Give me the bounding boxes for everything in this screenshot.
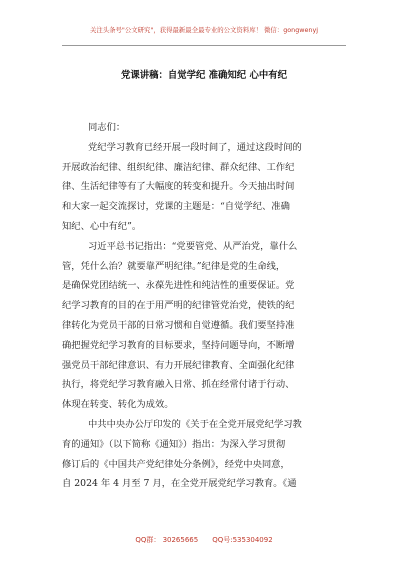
paragraph-line: 纪学习教育的目的在于用严明的纪律管党治党，使铁的纪	[62, 300, 295, 312]
paragraph-line: 律转化为党员干部的日常习惯和自觉遵循。我们要坚持准	[62, 319, 295, 331]
paragraph-line: 律、生活纪律等有了大幅度的转变和提升。今天抽出时间	[62, 181, 295, 193]
footer-contact: QQ群： 30265665 QQ号:535304092	[135, 536, 273, 544]
header-banner: 关注头条号"公文研究"，获得最新最全最专业的公文资料库！ 微信：gongwenyj	[89, 26, 319, 34]
paragraph-line: 知纪、心中有纪”。	[62, 220, 142, 232]
paragraph-line: 自 2024 年 4 月至 7 月，在全党开展党纪学习教育。《通	[62, 478, 297, 490]
paragraph-line: 党纪学习教育已经开展一段时间了，通过这段时间的	[88, 141, 302, 153]
salutation: 同志们：	[88, 122, 126, 133]
paragraph-line: 体现在转变、转化为成效。	[62, 399, 174, 411]
paragraph-line: 育的通知》（以下简称《通知》）指出：为深入学习贯彻	[62, 438, 286, 450]
paragraph-line: 中共中央办公厅印发的《关于在全党开展党纪学习教	[88, 418, 302, 430]
header-divider	[62, 45, 346, 46]
paragraph-line: 执行，将党纪学习教育融入日常、抓在经常付诸于行动、	[62, 379, 295, 391]
paragraph-line: 习近平总书记指出：“党要管党、从严治党，靠什么	[88, 240, 298, 252]
document-body	[62, 118, 350, 494]
paragraph-line: 强党员干部纪律意识、有力开展纪律教育、全面强化纪律	[62, 359, 295, 371]
paragraph-line: 是确保党团结统一、永葆先进性和纯洁性的重要保证。党	[62, 280, 295, 292]
paragraph-line: 修订后的《中国共产党纪律处分条例》，经党中央同意，	[62, 458, 290, 470]
paragraph-line: 开展政治纪律、组织纪律、廉洁纪律、群众纪律、工作纪	[62, 161, 295, 173]
document-title: 党课讲稿：自觉学纪 准确知纪 心中有纪	[121, 70, 287, 81]
paragraph-line: 确把握党纪学习教育的目标要求，坚持问题导向，不断增	[62, 339, 295, 351]
paragraph-line: 和大家一起交流探讨，党课的主题是：“自觉学纪、准确	[62, 201, 290, 213]
paragraph-line: 管，凭什么治？就要靠严明纪律。”纪律是党的生命线，	[62, 260, 286, 272]
